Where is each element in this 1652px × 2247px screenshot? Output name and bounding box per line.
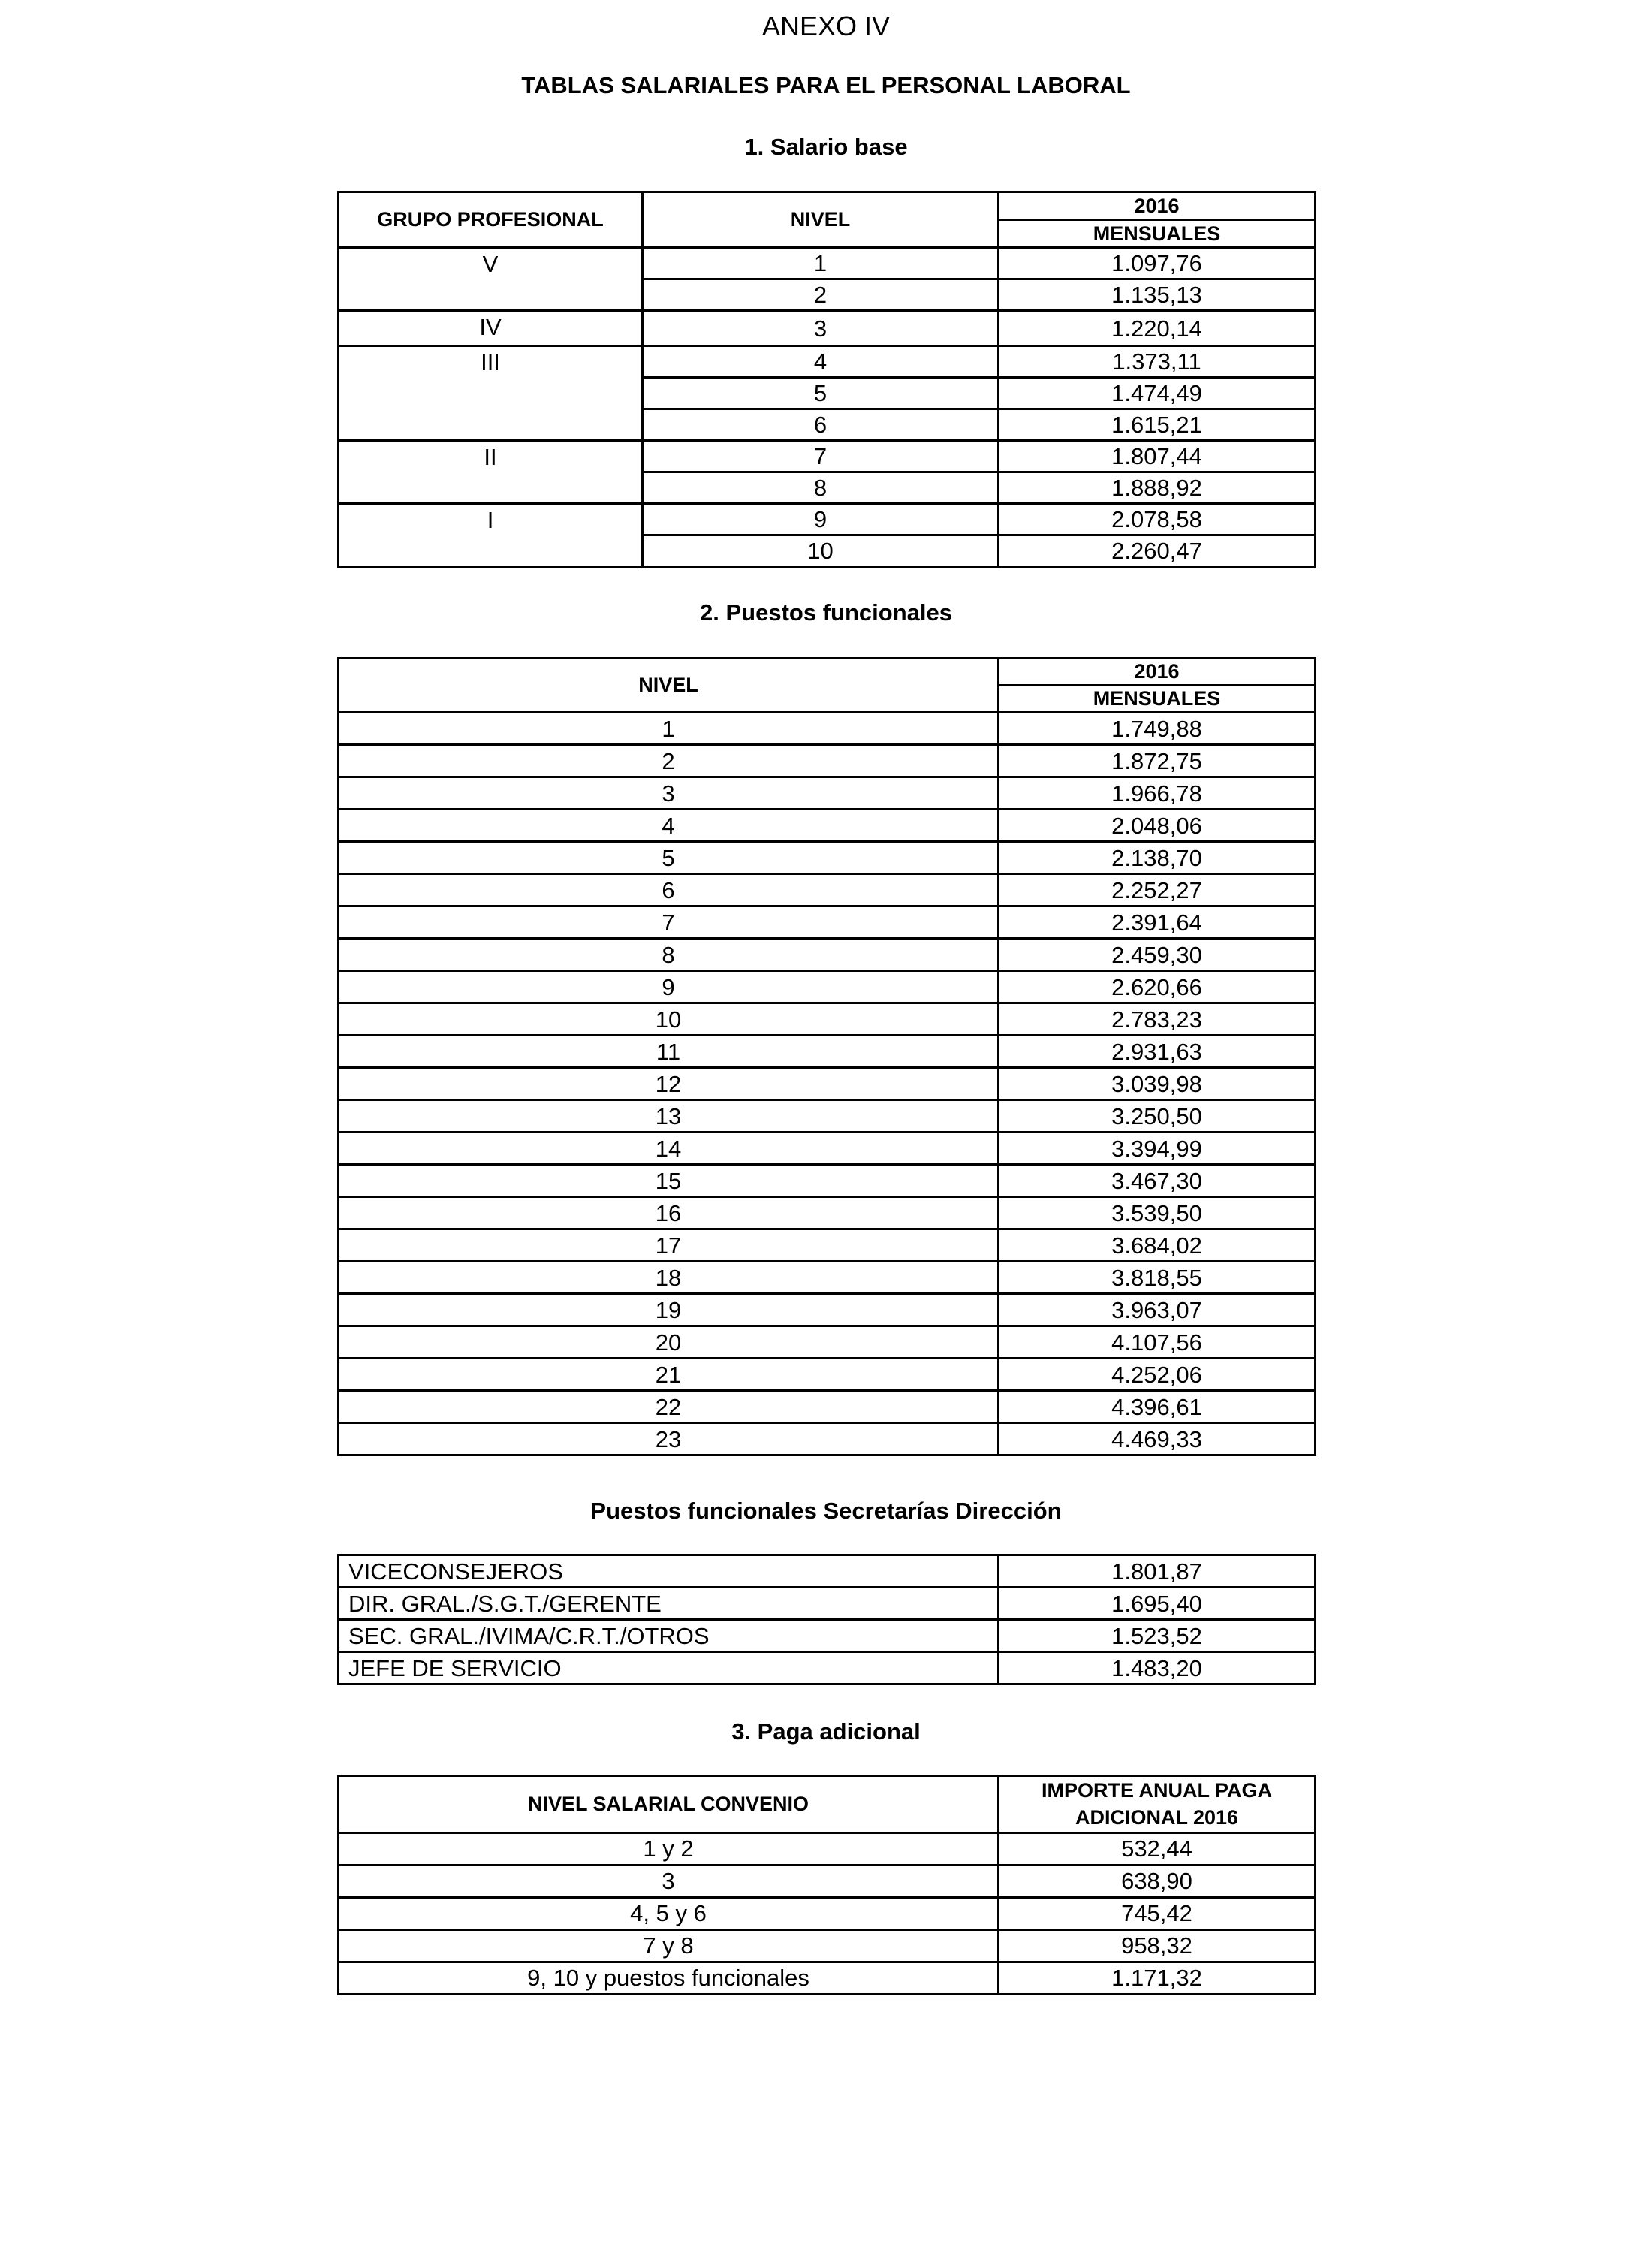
nivel-cell: 3 [339, 777, 999, 810]
header-year: 2016 [999, 192, 1316, 220]
importe-cell: 3.684,02 [999, 1229, 1316, 1262]
table-row [339, 1003, 1316, 1036]
nivel-cell: 22 [339, 1391, 999, 1423]
importe-cell: 2.620,66 [999, 971, 1316, 1003]
secretarias-direccion-table [337, 1554, 1316, 1685]
table-row [339, 1262, 1316, 1294]
nivel-cell: 10 [643, 535, 999, 567]
table-row [339, 1832, 1316, 1865]
table-row [339, 346, 1316, 378]
importe-cell: 1.373,11 [999, 346, 1316, 378]
table-row [339, 441, 1316, 472]
importe-cell: 3.467,30 [999, 1165, 1316, 1197]
importe-cell: 2.048,06 [999, 810, 1316, 842]
paga-adicional-table [337, 1775, 1316, 1995]
section-1-title: 1. Salario base [744, 134, 908, 160]
document-title: TABLAS SALARIALES PARA EL PERSONAL LABORAL [521, 72, 1131, 98]
puesto-cell: SEC. GRAL./IVIMA/C.R.T./OTROS [339, 1620, 999, 1652]
puestos-funcionales-table [337, 657, 1316, 1456]
table-row [339, 1652, 1316, 1684]
nivel-cell: 14 [339, 1133, 999, 1165]
importe-cell: 3.539,50 [999, 1197, 1316, 1229]
importe-cell: 4.107,56 [999, 1326, 1316, 1359]
table-row [339, 1391, 1316, 1423]
table-row [339, 1326, 1316, 1359]
table-row [339, 713, 1316, 745]
table-row [339, 1423, 1316, 1455]
table-row [339, 311, 1316, 346]
header-importe-anual [999, 1776, 1316, 1833]
table-row [339, 1962, 1316, 1994]
table-row [339, 1229, 1316, 1262]
nivel-salarial-cell: 7 y 8 [339, 1929, 999, 1962]
importe-cell: 1.966,78 [999, 777, 1316, 810]
nivel-cell: 13 [339, 1100, 999, 1133]
table-row [339, 1133, 1316, 1165]
table-row [339, 1929, 1316, 1962]
nivel-cell: 17 [339, 1229, 999, 1262]
importe-cell: 1.749,88 [999, 713, 1316, 745]
nivel-cell: 20 [339, 1326, 999, 1359]
importe-cell: 1.135,13 [999, 279, 1316, 311]
importe-cell: 3.818,55 [999, 1262, 1316, 1294]
table-row [339, 1588, 1316, 1620]
nivel-cell: 8 [643, 472, 999, 504]
importe-cell: 3.039,98 [999, 1068, 1316, 1100]
nivel-cell: 6 [339, 874, 999, 906]
nivel-cell: 2 [643, 279, 999, 311]
grupo-cell: I [339, 504, 643, 567]
nivel-cell: 9 [643, 504, 999, 535]
nivel-cell: 18 [339, 1262, 999, 1294]
table-row [339, 1620, 1316, 1652]
grupo-cell: IV [339, 311, 643, 346]
nivel-salarial-cell: 3 [339, 1865, 999, 1897]
nivel-cell: 8 [339, 939, 999, 971]
table-row [339, 1555, 1316, 1588]
header-nivel: NIVEL [339, 659, 999, 713]
table-row [339, 248, 1316, 279]
puesto-cell: DIR. GRAL./S.G.T./GERENTE [339, 1588, 999, 1620]
section-2-title: 2. Puestos funcionales [700, 599, 952, 626]
salario-base-table [337, 191, 1316, 568]
importe-cell: 1.695,40 [999, 1588, 1316, 1620]
nivel-cell: 4 [643, 346, 999, 378]
puesto-cell: JEFE DE SERVICIO [339, 1652, 999, 1684]
header-year: 2016 [999, 659, 1316, 686]
importe-cell: 3.394,99 [999, 1133, 1316, 1165]
nivel-cell: 3 [643, 311, 999, 346]
table-row [339, 777, 1316, 810]
importe-cell: 2.078,58 [999, 504, 1316, 535]
header-nivel: NIVEL [643, 192, 999, 248]
nivel-salarial-cell: 1 y 2 [339, 1832, 999, 1865]
nivel-cell: 9 [339, 971, 999, 1003]
nivel-cell: 7 [339, 906, 999, 939]
annex-label: ANEXO IV [761, 11, 891, 41]
table-row [339, 1197, 1316, 1229]
importe-cell: 1.872,75 [999, 745, 1316, 777]
importe-cell: 3.250,50 [999, 1100, 1316, 1133]
importe-cell: 1.801,87 [999, 1555, 1316, 1588]
nivel-cell: 1 [643, 248, 999, 279]
table-row [339, 1897, 1316, 1929]
table-row [339, 1865, 1316, 1897]
nivel-salarial-cell: 4, 5 y 6 [339, 1897, 999, 1929]
importe-cell: 1.220,14 [999, 311, 1316, 346]
importe-cell: 1.097,76 [999, 248, 1316, 279]
table-row [339, 1036, 1316, 1068]
nivel-cell: 21 [339, 1359, 999, 1391]
importe-cell: 958,32 [999, 1929, 1316, 1962]
puesto-cell: VICECONSEJEROS [339, 1555, 999, 1588]
nivel-cell: 15 [339, 1165, 999, 1197]
nivel-cell: 7 [643, 441, 999, 472]
importe-cell: 2.391,64 [999, 906, 1316, 939]
nivel-cell: 16 [339, 1197, 999, 1229]
header-mensuales: MENSUALES [999, 686, 1316, 713]
importe-cell: 1.523,52 [999, 1620, 1316, 1652]
grupo-cell: III [339, 346, 643, 441]
nivel-cell: 10 [339, 1003, 999, 1036]
nivel-cell: 5 [643, 378, 999, 409]
header-grupo-profesional: GRUPO PROFESIONAL [339, 192, 643, 248]
table-row [339, 1068, 1316, 1100]
importe-cell: 1.888,92 [999, 472, 1316, 504]
table-row [339, 504, 1316, 535]
nivel-cell: 11 [339, 1036, 999, 1068]
importe-cell: 2.931,63 [999, 1036, 1316, 1068]
nivel-cell: 19 [339, 1294, 999, 1326]
table-row [339, 1165, 1316, 1197]
table-row [339, 842, 1316, 874]
table-row [339, 810, 1316, 842]
importe-cell: 2.138,70 [999, 842, 1316, 874]
section-secretarias-title: Puestos funcionales Secretarías Dirección [590, 1497, 1062, 1524]
table-row [339, 939, 1316, 971]
importe-cell: 1.483,20 [999, 1652, 1316, 1684]
nivel-cell: 4 [339, 810, 999, 842]
importe-cell: 2.783,23 [999, 1003, 1316, 1036]
header-mensuales: MENSUALES [999, 220, 1316, 248]
importe-cell: 4.469,33 [999, 1423, 1316, 1455]
importe-cell: 1.474,49 [999, 378, 1316, 409]
table-row [339, 906, 1316, 939]
nivel-cell: 5 [339, 842, 999, 874]
table-row [339, 874, 1316, 906]
nivel-cell: 2 [339, 745, 999, 777]
nivel-cell: 6 [643, 409, 999, 441]
table-row [339, 1359, 1316, 1391]
grupo-cell: II [339, 441, 643, 504]
importe-cell: 1.171,32 [999, 1962, 1316, 1994]
importe-cell: 2.252,27 [999, 874, 1316, 906]
header-importe-line1: IMPORTE ANUAL PAGA [1041, 1779, 1272, 1802]
grupo-cell: V [339, 248, 643, 311]
nivel-cell: 12 [339, 1068, 999, 1100]
nivel-salarial-cell: 9, 10 y puestos funcionales [339, 1962, 999, 1994]
section-3-title: 3. Paga adicional [731, 1718, 921, 1745]
importe-cell: 532,44 [999, 1832, 1316, 1865]
nivel-cell: 23 [339, 1423, 999, 1455]
importe-cell: 745,42 [999, 1897, 1316, 1929]
importe-cell: 4.252,06 [999, 1359, 1316, 1391]
importe-cell: 638,90 [999, 1865, 1316, 1897]
nivel-cell: 1 [339, 713, 999, 745]
header-importe-line2: ADICIONAL 2016 [1075, 1806, 1239, 1829]
importe-cell: 1.615,21 [999, 409, 1316, 441]
table-row [339, 745, 1316, 777]
importe-cell: 1.807,44 [999, 441, 1316, 472]
importe-cell: 2.459,30 [999, 939, 1316, 971]
table-row [339, 1100, 1316, 1133]
importe-cell: 3.963,07 [999, 1294, 1316, 1326]
header-nivel-salarial: NIVEL SALARIAL CONVENIO [339, 1776, 999, 1833]
importe-cell: 4.396,61 [999, 1391, 1316, 1423]
table-row [339, 1294, 1316, 1326]
table-row [339, 971, 1316, 1003]
importe-cell: 2.260,47 [999, 535, 1316, 567]
